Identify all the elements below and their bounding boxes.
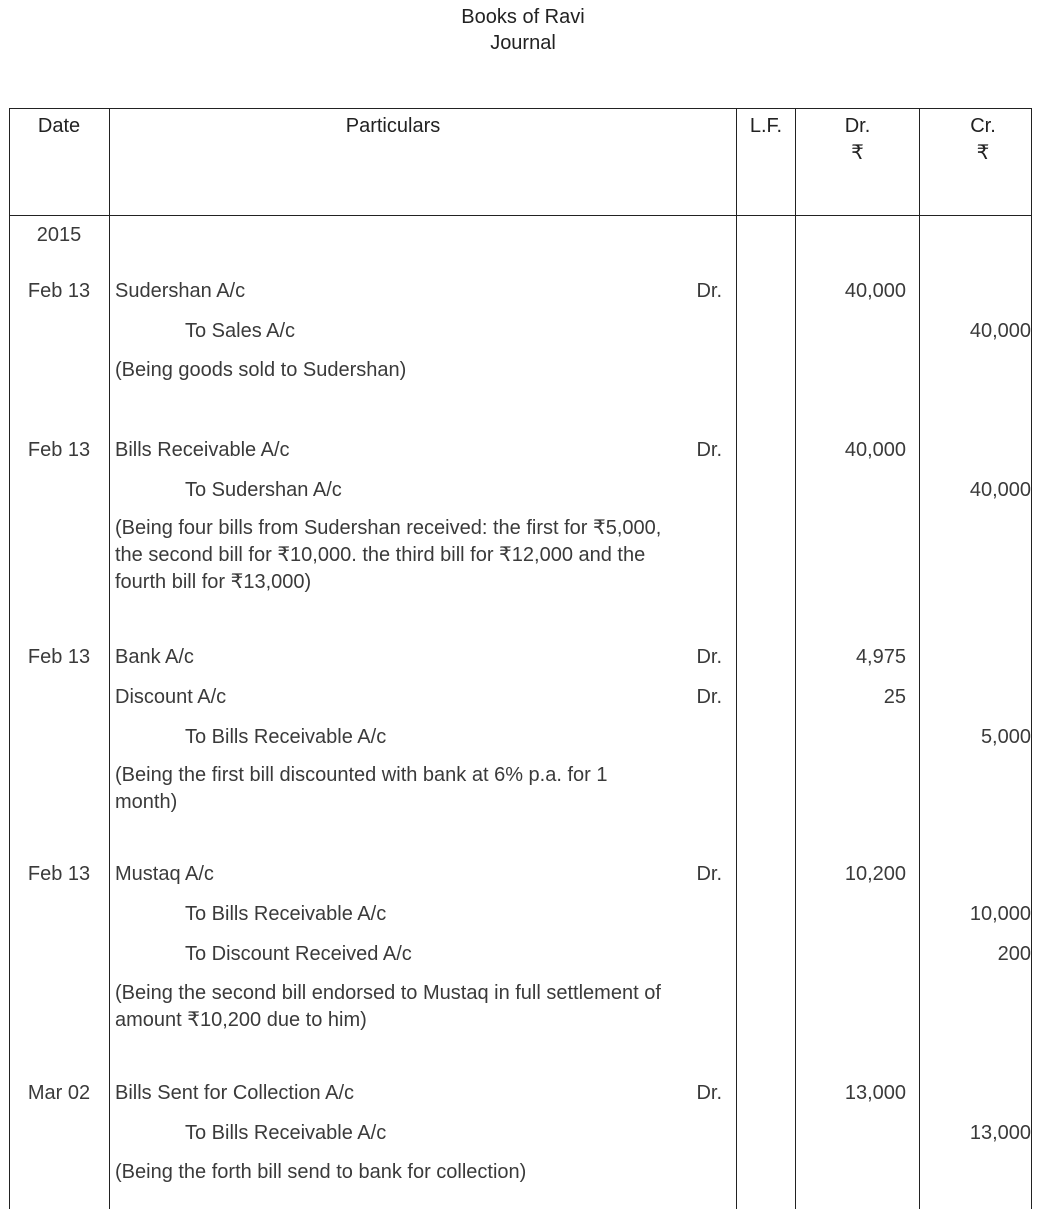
debit-account: Sudershan A/c xyxy=(115,280,246,302)
debit-amount: 40,000 xyxy=(844,280,906,302)
dr-mark: Dr. xyxy=(696,280,722,302)
credit-account: To Sales A/c xyxy=(185,320,296,342)
credit-amount: 40,000 xyxy=(969,320,1031,342)
page-title: Books of Ravi xyxy=(461,6,585,28)
header-particulars: Particulars xyxy=(345,115,441,137)
particulars-column-divider xyxy=(736,108,737,1209)
header-date: Date xyxy=(37,115,81,137)
narration: (Being the first bill discounted with bank at 6% p.a. for 1 month) xyxy=(115,764,608,813)
year-label: 2015 xyxy=(36,224,82,246)
debit-amount: 13,000 xyxy=(844,1082,906,1104)
credit-amount: 5,000 xyxy=(980,726,1031,748)
dr-mark: Dr. xyxy=(696,863,722,885)
page-subtitle: Journal xyxy=(490,32,556,54)
debit-account: Bank A/c xyxy=(115,646,194,668)
header-cr: Cr. xyxy=(970,115,996,137)
entry-date: Feb 13 xyxy=(27,280,91,302)
entry-date: Feb 13 xyxy=(27,439,91,461)
debit-amount: 40,000 xyxy=(844,439,906,461)
debit-account: Bills Sent for Collection A/c xyxy=(115,1082,354,1104)
credit-amount: 200 xyxy=(997,943,1031,965)
credit-amount: 10,000 xyxy=(969,903,1031,925)
dr-mark: Dr. xyxy=(696,1082,722,1104)
header-cr-currency: ₹ xyxy=(976,142,990,164)
debit-amount: 4,975 xyxy=(855,646,906,668)
credit-amount: 40,000 xyxy=(969,479,1031,501)
table-right-border xyxy=(1031,108,1032,1209)
credit-account: To Bills Receivable A/c xyxy=(185,726,387,748)
narration: (Being goods sold to Sudershan) xyxy=(115,359,407,381)
debit-account: Discount A/c xyxy=(115,686,227,708)
header-dr: Dr. xyxy=(844,115,871,137)
narration: (Being the second bill endorsed to Mustaq in full settlement of amount ₹10,200 due to him) xyxy=(115,982,661,1031)
lf-column-divider xyxy=(795,108,796,1209)
narration: (Being four bills from Sudershan received: the first for ₹5,000, the second bill for ₹10,000. the third bill for ₹12,000 and the fourth bill for ₹13,000) xyxy=(115,517,662,593)
credit-account: To Discount Received A/c xyxy=(185,943,412,965)
narration: (Being the forth bill send to bank for collection) xyxy=(115,1161,527,1183)
debit-amount: 25 xyxy=(883,686,906,708)
dr-mark: Dr. xyxy=(696,439,722,461)
entry-date: Feb 13 xyxy=(27,863,91,885)
dr-mark: Dr. xyxy=(696,686,722,708)
header-bottom-border xyxy=(9,215,1032,216)
header-dr-currency: ₹ xyxy=(851,142,864,164)
dr-mark: Dr. xyxy=(696,646,722,668)
date-column-divider xyxy=(109,108,110,1209)
debit-account: Mustaq A/c xyxy=(115,863,214,885)
credit-account: To Bills Receivable A/c xyxy=(185,1122,387,1144)
entry-date: Mar 02 xyxy=(27,1082,91,1104)
credit-account: To Bills Receivable A/c xyxy=(185,903,387,925)
credit-amount: 13,000 xyxy=(969,1122,1031,1144)
credit-account: To Sudershan A/c xyxy=(185,479,342,501)
dr-column-divider xyxy=(919,108,920,1209)
entry-date: Feb 13 xyxy=(27,646,91,668)
debit-account: Bills Receivable A/c xyxy=(115,439,290,461)
table-top-border xyxy=(9,108,1032,109)
debit-amount: 10,200 xyxy=(844,863,906,885)
header-lf: L.F. xyxy=(749,115,783,137)
